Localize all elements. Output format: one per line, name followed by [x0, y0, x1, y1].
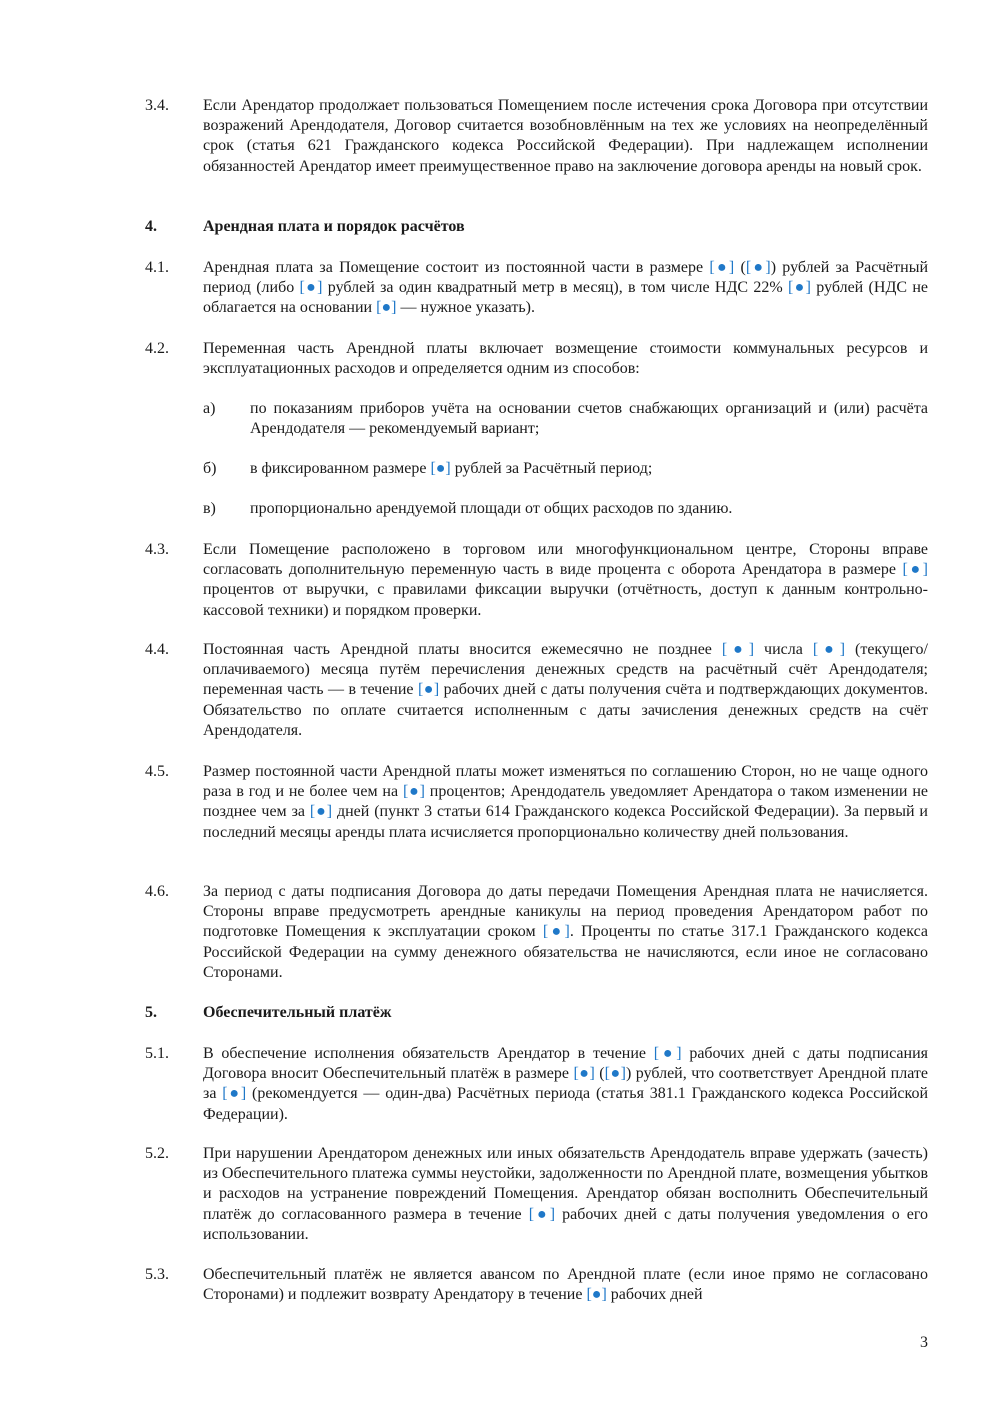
clause-number: 4.1. — [145, 259, 169, 276]
clause-4-2 — [145, 339, 928, 379]
clause-number: 5.3. — [145, 1266, 169, 1283]
clause-4-4 — [145, 640, 928, 741]
clause-4-5 — [145, 762, 928, 843]
clause-number: 4.5. — [145, 763, 169, 780]
clause-number: 4.3. — [145, 541, 169, 558]
clause-number: 3.4. — [145, 97, 169, 114]
section-number: 5. — [145, 1004, 157, 1021]
section-number: 4. — [145, 218, 157, 235]
placeholder-marker: [●] — [573, 1065, 595, 1083]
clause-text: Арендная плата за Помещение состоит из постоянной части в размере [●] ([●]) рублей за Расчётный период (либо [●] рублей за один квадратный метр в месяц), в том числе НДС 22% [●] рублей (НДС не облагается на основании [●] — нужное указать). — [203, 259, 929, 317]
section-title: Обеспечительный платёж — [203, 1004, 392, 1021]
placeholder-marker: [●] — [788, 279, 811, 297]
clause-text: В обеспечение исполнения обязательств Арендатор в течение [●] рабочих дней с даты подписания Договора вносит Обеспечительный платёж в размере [●] ([●]) рублей, что соответствует Арендной плате за [●] (рекомендуется — один-два) Расчётных периода (статья 381.1 Гражданского кодекса Российской Федерации). — [203, 1045, 929, 1123]
placeholder-marker: [●] — [528, 1205, 556, 1223]
placeholder-marker: [●] — [299, 279, 323, 297]
subclause-letter: а) — [203, 400, 216, 417]
subclause-4-2-a — [203, 399, 928, 439]
placeholder-marker: [●] — [430, 460, 451, 477]
clause-4-3 — [145, 540, 928, 621]
section-title: Арендная плата и порядок расчётов — [203, 218, 465, 235]
clause-text: При нарушении Арендатором денежных или иных обязательств Арендодатель вправе удержать (зачесть) из Обеспечительного платежа суммы неустойки, задолженности по Арендной плате, возмещения убытков и расходов на устранение повреждений Помещения. Арендатор обязан восполнить Обеспечительный платёж до согласованного размера в течение [●] рабочих дней с даты получения уведомления о его использовании. — [203, 1145, 928, 1243]
placeholder-marker: [●] — [542, 923, 570, 941]
placeholder-marker: [●] — [309, 803, 333, 821]
clause-number: 4.2. — [145, 340, 169, 357]
clause-text: Переменная часть Арендной платы включает возмещение стоимости коммунальных ресурсов и эксплуатационных расходов и определяется одним из способов: — [203, 340, 928, 378]
clause-text: Обеспечительный платёж не является авансом по Арендной плате (если иное прямо не согласовано Сторонами) и подлежит возврату Арендатору в течение [●] рабочих дней — [203, 1266, 928, 1304]
subclause-text: в фиксированном размере [●] рублей за Расчётный период; — [250, 460, 653, 477]
placeholder-marker: [●] — [402, 783, 425, 801]
placeholder-marker: [●] — [745, 259, 771, 276]
placeholder-marker: [●] — [586, 1286, 607, 1304]
subclause-letter: в) — [203, 500, 216, 517]
subclause-text: пропорционально арендуемой площади от общих расходов по зданию. — [250, 500, 733, 517]
clause-text: Размер постоянной части Арендной платы может изменяться по соглашению Сторон, но не чаще одного раза в год и не более чем на [●] процентов; Арендодатель уведомляет Арендатора о таком изменении не позднее чем за [●] дней (пункт 3 статьи 614 Гражданского кодекса Российской Федерации). За первый и последний месяцы аренды плата исчисляется пропорционально количеству дней пользования. — [203, 763, 929, 841]
placeholder-marker: [●] — [376, 299, 397, 317]
clause-5-1 — [145, 1044, 928, 1125]
clause-number: 5.2. — [145, 1145, 169, 1162]
clause-text: Если Помещение расположено в торговом или многофункциональном центре, Стороны вправе согласовать дополнительную переменную часть в виде процента с оборота Арендатора в размере [●] процентов от выручки, с правилами фиксации выручки (отчётность, доступ к данным контрольно-кассовой техники) и порядком проверки. — [203, 541, 928, 619]
page-number: 3 — [920, 1334, 928, 1351]
clause-number: 4.4. — [145, 641, 169, 658]
placeholder-marker: [●] — [902, 561, 928, 579]
clause-5-2 — [145, 1144, 928, 1245]
placeholder-marker: [●] — [721, 641, 755, 658]
clause-4-1 — [145, 258, 928, 319]
clause-4-6 — [145, 882, 928, 983]
subclause-text: по показаниям приборов учёта на основании счетов снабжающих организаций и (или) расчёта Арендодателя — рекомендуемый вариант; — [250, 400, 928, 438]
clause-text: Постоянная часть Арендной платы вносится ежемесячно не позднее [●] числа [●] (текущего/оплачиваемого) месяца путём перечисления денежных средств на расчётный счёт Арендодателя; переменная часть — в течение [●] рабочих дней с даты получения счёта и подтверждающих документов. Обязательство по оплате считается исполненным с даты зачисления денежных средств на счёт Арендодателя. — [203, 641, 929, 739]
subclause-letter: б) — [203, 460, 217, 477]
placeholder-marker: [●] — [417, 681, 440, 699]
subclause-4-2-c — [203, 499, 928, 519]
clause-number: 5.1. — [145, 1045, 169, 1062]
placeholder-marker: [●] — [222, 1085, 247, 1103]
clause-text: Если Арендатор продолжает пользоваться Помещением после истечения срока Договора при отсутствии возражений Арендодателя, Договор считается возобновлённым на тех же условиях на неопределённый срок (статья 621 Гражданского кодекса Российской Федерации). При надлежащем исполнении обязанностей Арендатор имеет преимущественное право на заключение договора аренды на новый срок. — [203, 97, 928, 175]
clause-5-3 — [145, 1265, 928, 1305]
placeholder-marker: [●] — [604, 1065, 626, 1083]
clause-3-4 — [145, 96, 928, 177]
subclause-4-2-b — [203, 459, 928, 479]
placeholder-marker: [●] — [653, 1045, 682, 1062]
clause-number: 4.6. — [145, 883, 169, 900]
section-heading-4 — [145, 217, 928, 237]
placeholder-marker: [●] — [812, 641, 846, 658]
section-heading-5 — [145, 1003, 928, 1023]
placeholder-marker: [●] — [709, 259, 735, 276]
clause-text: За период с даты подписания Договора до даты передачи Помещения Арендная плата не начисляется. Стороны вправе предусмотреть арендные каникулы на период проведения Арендатором работ по подготовке Помещения к эксплуатации сроком [●]. Проценты по статье 317.1 Гражданского кодекса Российской Федерации на сумму денежного обязательства не начисляются, если иное не согласовано Сторонами. — [203, 883, 928, 981]
